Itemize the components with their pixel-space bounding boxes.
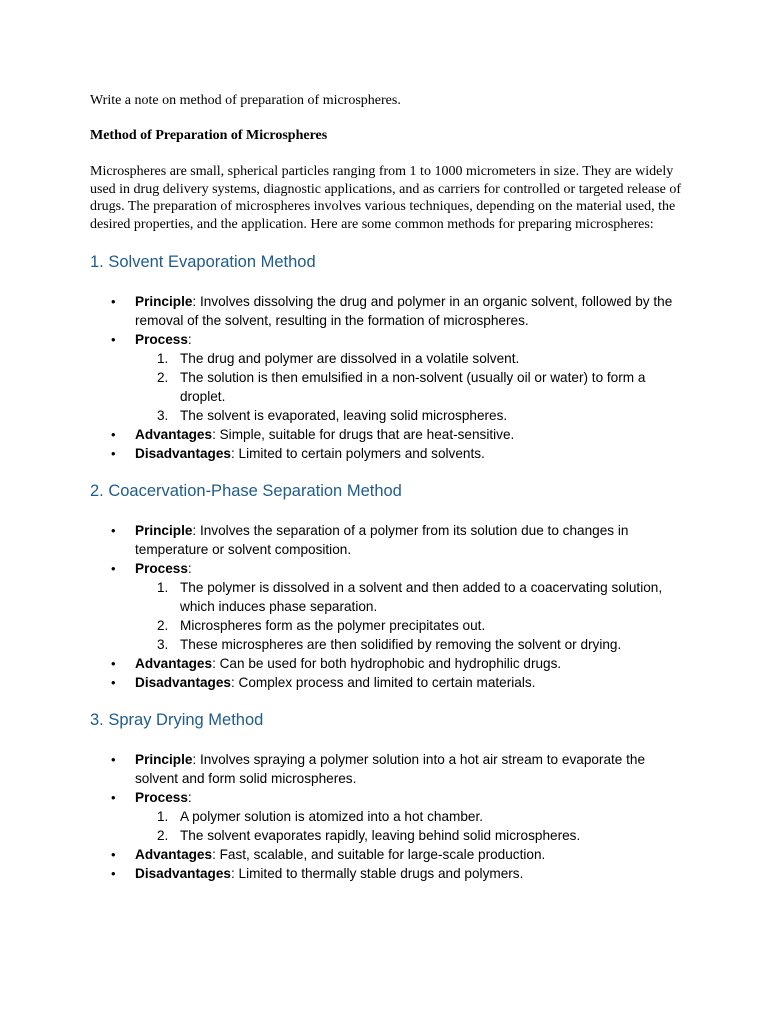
principle-text: : Involves dissolving the drug and polymer in an organic solvent, followed by the removal of the solvent, resulting in the formation of microspheres. [135, 294, 673, 329]
prompt-text: Write a note on method of preparation of microspheres. [90, 93, 401, 108]
process-item: • Process: 1. The polymer is dissolved in a solvent and then added to a coacervating solution, which induces phase separation. 2. Microspheres form as the polymer precipitates out. 3. These microspheres are then solidified by removing the solvent or drying. [90, 559, 690, 654]
process-item: • Process: 1. A polymer solution is atomized into a hot chamber. 2. The solvent evaporates rapidly, leaving behind solid microspheres. [90, 788, 690, 845]
principle-text: : Involves spraying a polymer solution into a hot air stream to evaporate the solvent and form solid microspheres. [135, 752, 646, 787]
section-spray-drying [90, 709, 690, 883]
step-number: 3. [157, 637, 169, 653]
bullet-list [90, 292, 690, 463]
step-number: 1. [157, 580, 169, 596]
step-text: The drug and polymer are dissolved in a volatile solvent. [180, 351, 520, 367]
advantages-label: Advantages [135, 427, 213, 443]
advantages-text: : Fast, scalable, and suitable for large-scale production. [212, 847, 546, 863]
disadvantages-text: : Limited to thermally stable drugs and polymers. [230, 866, 524, 882]
step-item [135, 368, 690, 406]
process-steps [135, 807, 690, 845]
section-heading: 2. Coacervation-Phase Separation Method [90, 482, 402, 501]
advantages-label: Advantages [135, 656, 213, 672]
advantages-text: : Can be used for both hydrophobic and hydrophilic drugs. [212, 656, 562, 672]
step-item [135, 349, 690, 368]
step-text: The solution is then emulsified in a non-solvent (usually oil or water) to form a droplet. [180, 370, 646, 405]
step-number: 2. [157, 370, 169, 386]
step-text: Microspheres form as the polymer precipitates out. [180, 618, 486, 634]
advantages-item [90, 425, 690, 444]
advantages-item [90, 654, 690, 673]
intro-paragraph: Microspheres are small, spherical particles ranging from 1 to 1000 micrometers in size. They are widely used in drug delivery systems, diagnostic applications, and as carriers for controlled or targeted release of drugs. The preparation of microspheres involves various techniques, depending on the material used, the desired properties, and the application. Here are some common methods for preparing microspheres: [90, 164, 682, 232]
section-coacervation [90, 480, 690, 692]
step-item [135, 616, 690, 635]
advantages-label: Advantages [135, 847, 213, 863]
step-number: 1. [157, 351, 169, 367]
document-page [90, 92, 690, 883]
step-number: 2. [157, 828, 169, 844]
step-number: 3. [157, 408, 169, 424]
section-heading: 3. Spray Drying Method [90, 711, 264, 730]
principle-label: Principle [135, 294, 193, 310]
step-item [135, 635, 690, 654]
disadvantages-label: Disadvantages [135, 675, 231, 691]
step-number: 2. [157, 618, 169, 634]
document-title: Method of Preparation of Microspheres [90, 128, 328, 143]
step-text: The solvent evaporates rapidly, leaving behind solid microspheres. [180, 828, 581, 844]
principle-text: : Involves the separation of a polymer from its solution due to changes in temperature or solvent composition. [135, 523, 629, 558]
disadvantages-text: : Limited to certain polymers and solvents. [230, 446, 485, 462]
principle-item [90, 292, 690, 330]
step-item [135, 807, 690, 826]
disadvantages-text: : Complex process and limited to certain materials. [230, 675, 536, 691]
process-steps [135, 349, 690, 425]
process-item: • Process: 1. The drug and polymer are dissolved in a volatile solvent. 2. The solution is then emulsified in a non-solvent (usually oil or water) to form a droplet. 3. The solvent is evaporated, leaving solid microspheres. [90, 330, 690, 425]
advantages-text: : Simple, suitable for drugs that are heat-sensitive. [212, 427, 515, 443]
step-text: The polymer is dissolved in a solvent and then added to a coacervating solution, which induces phase separation. [180, 580, 663, 615]
principle-item [90, 750, 690, 788]
process-steps [135, 578, 690, 654]
bullet-list [90, 521, 690, 692]
process-label: Process [135, 332, 188, 348]
disadvantages-label: Disadvantages [135, 446, 231, 462]
disadvantages-item [90, 864, 690, 883]
step-item [135, 826, 690, 845]
section-heading: 1. Solvent Evaporation Method [90, 253, 316, 272]
principle-label: Principle [135, 523, 193, 539]
step-number: 1. [157, 809, 169, 825]
disadvantages-item [90, 444, 690, 463]
step-item [135, 578, 690, 616]
disadvantages-label: Disadvantages [135, 866, 231, 882]
step-text: The solvent is evaporated, leaving solid microspheres. [180, 408, 508, 424]
principle-label: Principle [135, 752, 193, 768]
process-label: Process [135, 790, 188, 806]
section-solvent-evaporation [90, 251, 690, 463]
disadvantages-item [90, 673, 690, 692]
principle-item [90, 521, 690, 559]
step-text: A polymer solution is atomized into a hot chamber. [180, 809, 483, 825]
advantages-item [90, 845, 690, 864]
step-text: These microspheres are then solidified by removing the solvent or drying. [180, 637, 622, 653]
process-label: Process [135, 561, 188, 577]
step-item [135, 406, 690, 425]
bullet-list [90, 750, 690, 883]
